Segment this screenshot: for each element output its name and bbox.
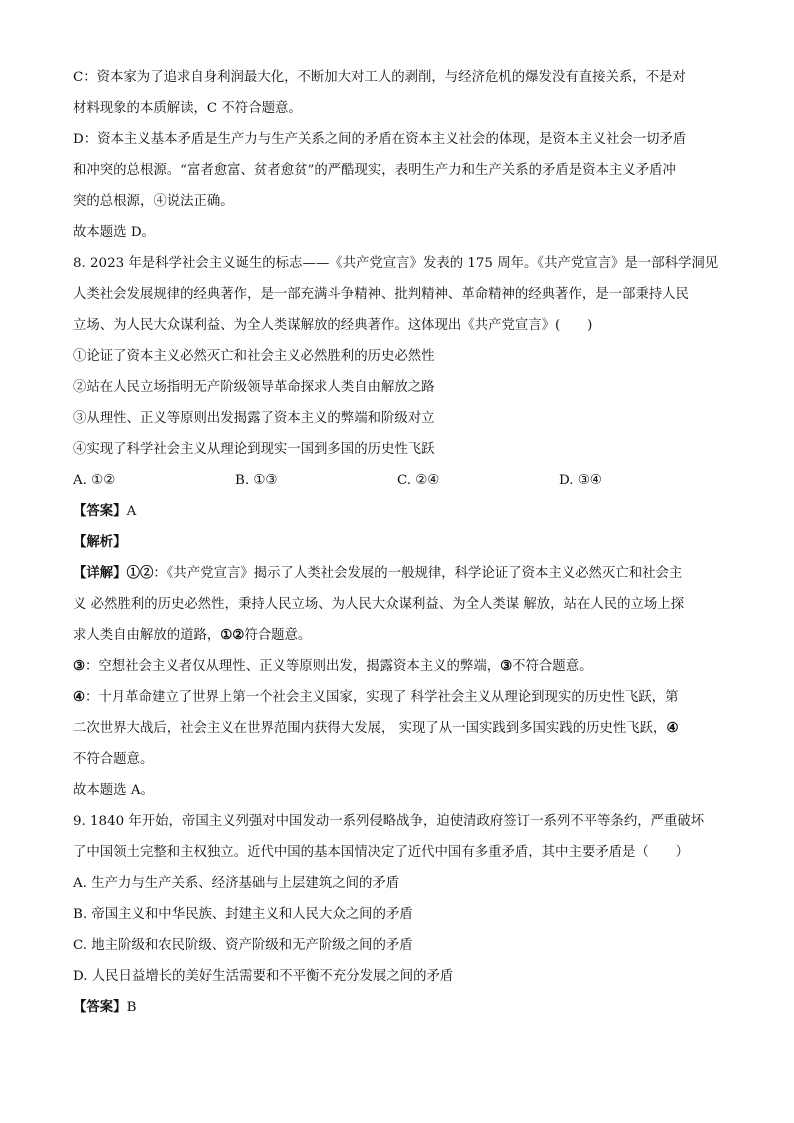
document-page <box>73 62 728 1023</box>
q8-answer <box>73 496 728 527</box>
q8-analysis <box>73 527 728 558</box>
q8-detail-line-6 <box>73 713 728 744</box>
q8-detail-4-text-1: ：十月革命建立了世界上第一个社会主义国家，实现了 科学社会主义从理论到现实的历史性飞跃，第 <box>85 690 679 705</box>
q8-detail-4-text-2: 二次世界大战后，社会主义在世界范围内获得大发展， 实现了从一国实践到多国实践的历史性飞跃， <box>73 721 667 736</box>
q8-detail-3-text: ：空想社会主义者仅从理性、正义等原则出发，揭露资本主义的弊端， <box>85 659 501 674</box>
q9-answer <box>73 992 728 1023</box>
q8-detail-line-4 <box>73 651 728 682</box>
q9-option-b: B. 帝国主义和中华民族、封建主义和人民大众之间的矛盾 <box>73 907 413 922</box>
q9-answer-value: B <box>126 1000 137 1015</box>
q8-statement-3: ③从理性、正义等原则出发揭露了资本主义的弊端和阶级对立 <box>73 411 435 426</box>
q9-answer-tag: 【答案】 <box>73 999 127 1015</box>
q9-stem-line-1: 9. 1840 年开始，帝国主义列强对中国发动一系列侵略战争，迫使清政府签订一系列不平等条约，严重破坏 <box>73 814 705 829</box>
q8-option-b: B. ①③ <box>235 473 278 488</box>
q7-option-d-line-2: 和冲突的总根源。“富者愈富、贫者愈贫”的严酷现实，表明生产力和生产关系的矛盾是资本主义矛盾冲 <box>73 163 676 178</box>
q8-detail-12-ref: ①② <box>220 627 245 643</box>
q8-statement-2: ②站在人民立场指明无产阶级领导革命探求人类自由解放之路 <box>73 380 435 395</box>
q9-option-a: A. 生产力与生产关系、经济基础与上层建筑之间的矛盾 <box>73 876 400 891</box>
q9-option-d: D. 人民日益增长的美好生活需要和不平衡不充分发展之间的矛盾 <box>73 969 454 984</box>
q8-statement-1: ①论证了资本主义必然灭亡和社会主义必然胜利的历史必然性 <box>73 349 435 364</box>
q8-stem-line-1: 8. 2023 年是科学社会主义诞生的标志——《共产党宣言》发表的 175 周年。《共产党宣言》是一部科学洞见 <box>73 256 719 271</box>
q8-options <box>73 465 728 496</box>
q8-conclusion: 故本题选 A。 <box>73 783 154 798</box>
q8-detail-line-2: 义 必然胜利的历史必然性，秉持人民立场、为人民大众谋利益、为全人类谋 解放，站在人民的立场上探 <box>73 597 685 612</box>
q8-detail-3-tail: 不符合题意。 <box>512 659 593 674</box>
q8-detail-4-ref: ④ <box>666 720 679 736</box>
q8-detail-12-text-3: 求人类自由解放的道路， <box>73 628 221 643</box>
q8-answer-tag: 【答案】 <box>73 503 127 519</box>
q8-analysis-tag: 【解析】 <box>73 534 127 550</box>
q7-option-c-line-1: C：资本家为了追求自身利润最大化，不断加大对工人的剥削，与经济危机的爆发没有直接关系，不是对 <box>73 70 686 85</box>
q8-option-a: A. ①② <box>73 473 116 488</box>
q9-stem-line-2: 了中国领土完整和主权独立。近代中国的基本国情决定了近代中国有多重矛盾，其中主要矛盾是（ ） <box>73 845 689 860</box>
q7-option-c-line-2: 材料现象的本质解读，C 不符合题意。 <box>73 101 302 116</box>
q8-option-d: D. ③④ <box>559 473 602 488</box>
q8-stem-line-3: 立场、为人民大众谋利益、为全人类谋解放的经典著作。这体现出《共产党宣言》( ) <box>73 318 593 333</box>
q8-detail-4-lead: ④ <box>73 689 86 705</box>
q8-detail-line-5 <box>73 682 728 713</box>
q7-option-d-line-1: D：资本主义基本矛盾是生产力与生产关系之间的矛盾在资本主义社会的体现，是资本主义社会一切矛盾 <box>73 132 687 147</box>
q7-conclusion: 故本题选 D。 <box>73 225 155 240</box>
q8-detail-tag: 【详解】 <box>73 565 127 581</box>
q8-detail-12-text-4: 符合题意。 <box>244 628 312 643</box>
q8-detail-line-3 <box>73 620 728 651</box>
q8-detail-line-1 <box>73 558 728 589</box>
q8-detail-3-lead: ③ <box>73 658 86 674</box>
q8-detail-line-7: 不符合题意。 <box>73 752 154 767</box>
q7-option-d-line-3: 突的总根源，④说法正确。 <box>73 194 234 209</box>
q8-answer-value: A <box>126 504 137 519</box>
q9-option-c: C. 地主阶级和农民阶级、资产阶级和无产阶级之间的矛盾 <box>73 938 413 953</box>
q8-stem-line-2: 人类社会发展规律的经典著作，是一部充满斗争精神、批判精神、革命精神的经典著作，是一部秉持人民 <box>73 287 689 302</box>
q8-detail-3-ref: ③ <box>500 658 513 674</box>
q8-statement-4: ④实现了科学社会主义从理论到现实一国到多国的历史性飞跃 <box>73 442 435 457</box>
q8-option-c: C. ②④ <box>397 473 440 488</box>
q8-detail-12-text-1: ：《共产党宣言》揭示了人类社会发展的一般规律，科学论证了资本主义必然灭亡和社会主 <box>153 566 683 581</box>
q8-detail-12-lead: ①② <box>126 565 154 581</box>
